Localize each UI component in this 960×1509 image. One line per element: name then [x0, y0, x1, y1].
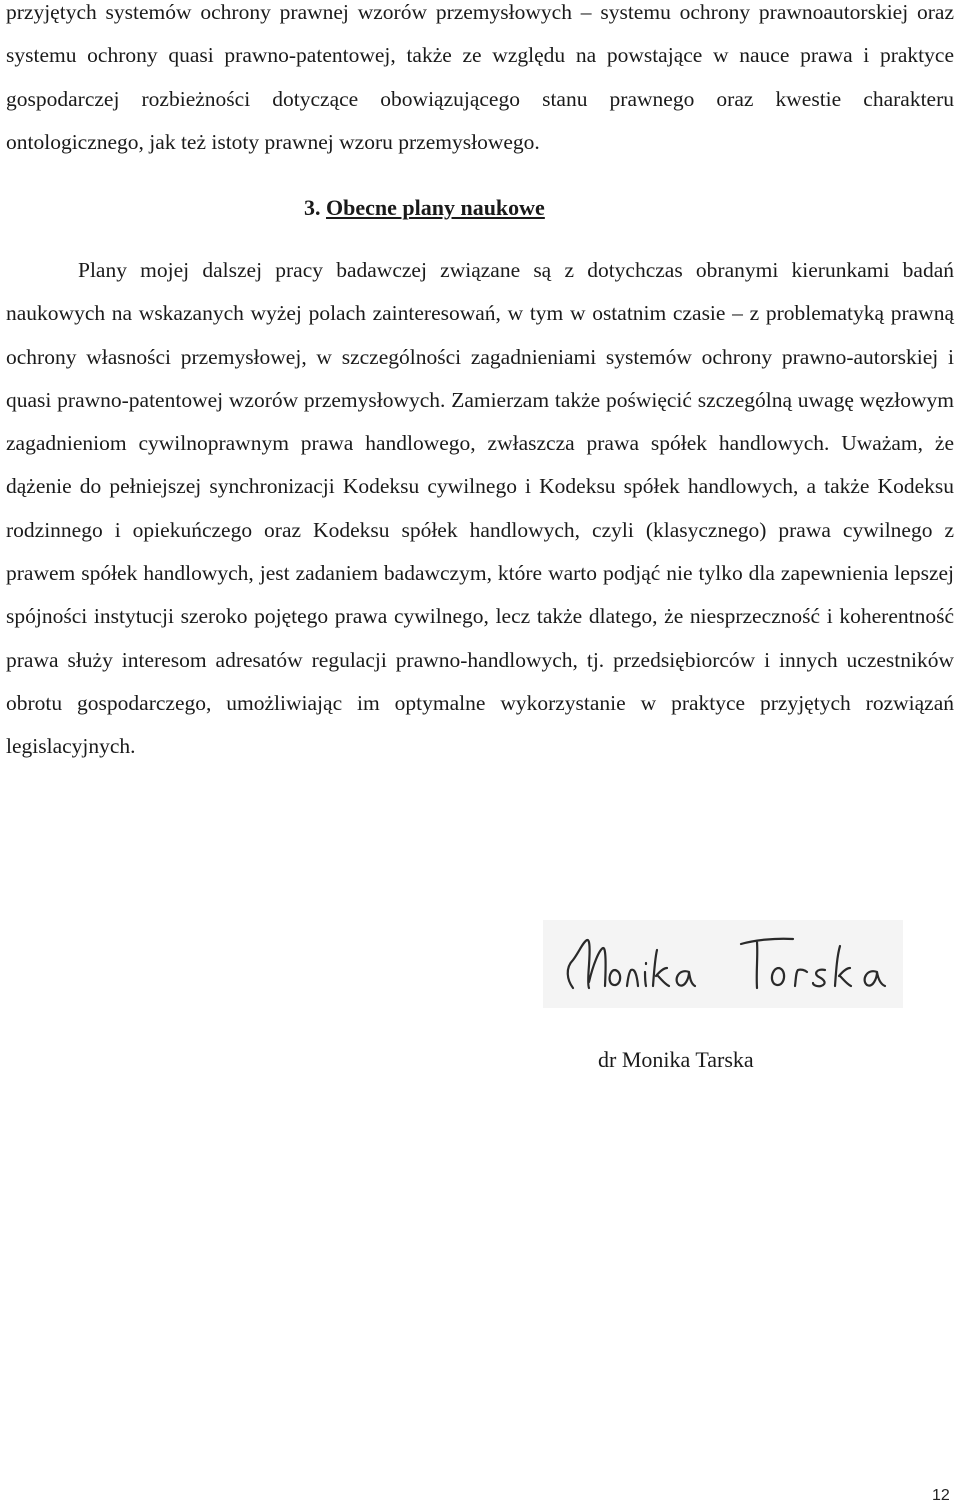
section-number: 3.: [304, 195, 321, 220]
section-heading: [304, 186, 545, 229]
intro-paragraph: przyjętych systemów ochrony prawnej wzorów przemysłowych – systemu ochrony prawnoautorskiej oraz systemu ochrony quasi prawno-patentowej, także ze względu na powstające w nauce prawa i praktyce gospodarczej rozbieżności dotyczące obowiązującego stanu prawnego oraz kwestie charakteru ontologicznego, jak też istoty prawnej wzoru przemysłowego.: [6, 0, 954, 154]
signer-name: dr Monika Tarska: [598, 1047, 754, 1072]
page-number: 12: [932, 1487, 950, 1504]
section-paragraph: Plany mojej dalszej pracy badawczej związane są z dotychczas obranymi kierunkami badań naukowych na wskazanych wyżej polach zainteresowań, w tym w ostatnim czasie – z problematyką prawną ochrony własności przemysłowej, w szczególności zagadnieniami systemów ochrony prawno-autorskiej i quasi prawno-patentowej wzorów przemysłowych. Zamierzam także poświęcić szczególną uwagę węzłowym zagadnieniom cywilnoprawnym prawa handlowego, zwłaszcza prawa spółek handlowych. Uważam, że dążenie do pełniejszej synchronizacji Kodeksu cywilnego i Kodeksu spółek handlowych, a także Kodeksu rodzinnego i opiekuńczego oraz Kodeksu spółek handlowych, czyli (klasycznego) prawa cywilnego z prawem spółek handlowych, jest zadaniem badawczym, które warto podjąć nie tylko dla zapewnienia lepszej spójności instytucji szeroko pojętego prawa cywilnego, lecz także dlatego, że niesprzeczność i koherentność prawa służy interesom adresatów regulacji prawno-handlowych, tj. przedsiębiorców i innych uczestników obrotu gospodarczego, umożliwiając im optymalne wykorzystanie w praktyce przyjętych rozwiązań legislacyjnych.: [6, 258, 954, 759]
handwritten-signature-icon: [543, 920, 903, 1008]
section-title: Obecne plany naukowe: [326, 195, 545, 220]
signature-image: [543, 920, 903, 1008]
